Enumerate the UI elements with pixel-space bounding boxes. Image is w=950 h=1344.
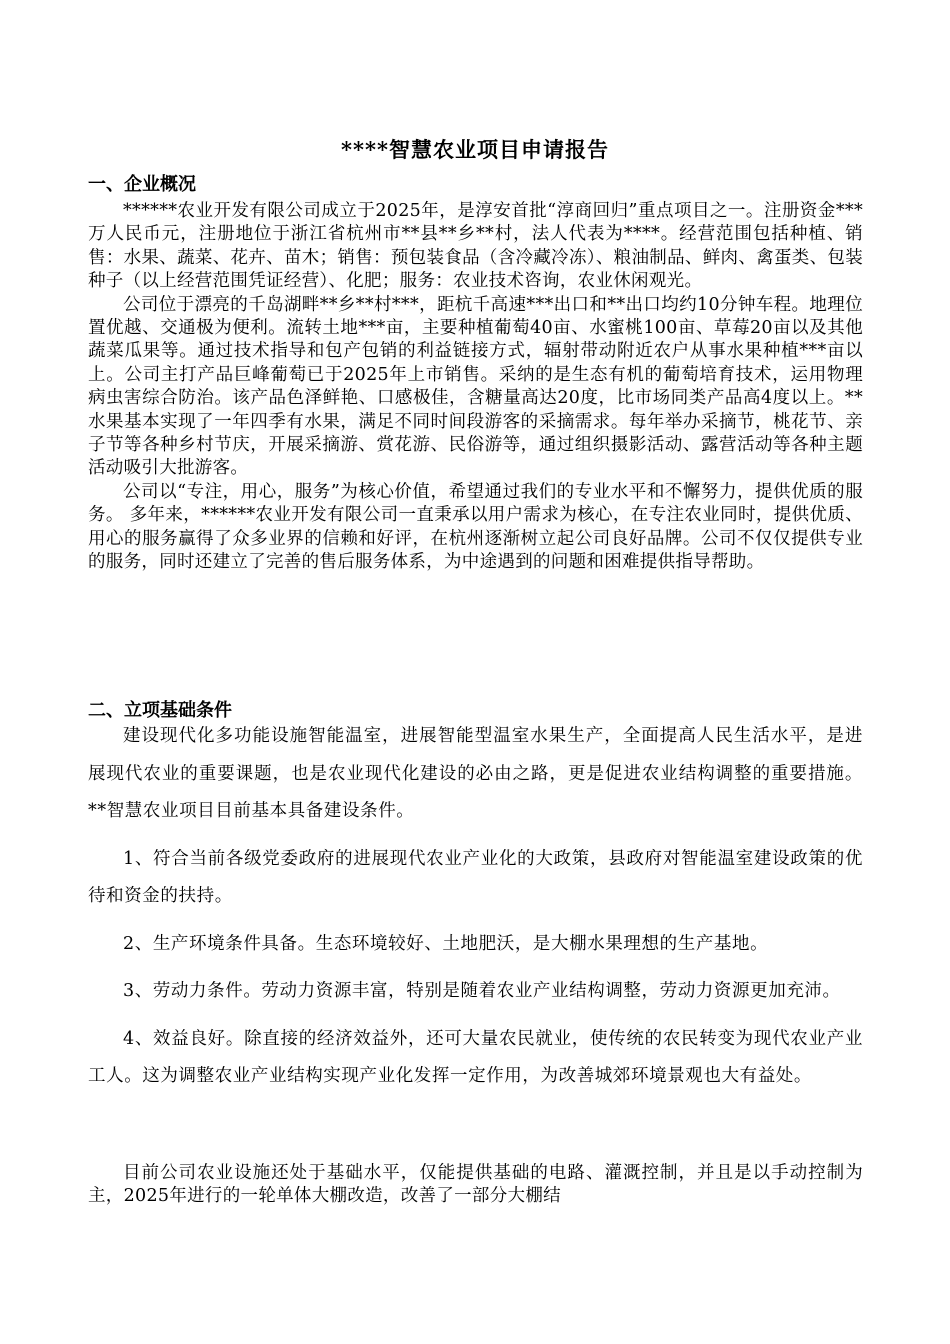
overview-paragraph: 公司以“专注，用心，服务”为核心价值，希望通过我们的专业水平和不懈努力，提供优质的服务。 多年来，******农业开发有限公司一直秉承以用户需求为核心，在专注农业同时，提供优质、用心的服务赢得了众多业界的信赖和好评，在杭州逐渐树立起公司良好品牌。公司不仅仅提供专业的服务，同时还建立了完善的售后服务体系，为中途遇到的问题和困难提供指导帮助。: [88, 481, 863, 573]
basis-list-item: 4、效益良好。除直接的经济效益外，还可大量农民就业，使传统的农民转变为现代农业产业工人。这为调整农业产业结构实现产业化发挥一定作用，为改善城郊环境景观也大有益处。: [88, 1028, 863, 1086]
section-heading-basis: 二、立项基础条件: [88, 700, 232, 721]
closing-section-body: [88, 1162, 863, 1209]
basis-intro-paragraph: 建设现代化多功能设施智能温室，进展智能型温室水果生产，全面提高人民生活水平，是进展现代农业的重要课题，也是农业现代化建设的必由之路，更是促进农业结构调整的重要措施。**智慧农业项目目前基本具备建设条件。: [88, 726, 863, 821]
overview-paragraph: ******农业开发有限公司成立于2025年，是淳安首批“淳商回归”重点项目之一。注册资金***万人民币元，注册地位于浙江省杭州市**县**乡**村，法人代表为****。经营范围包括种植、销售：水果、蔬菜、花卉、苗木；销售：预包装食品（含冷藏冷冻）、粮油制品、鲜肉、禽蛋类、包装种子（以上经营范围凭证经营）、化肥；服务：农业技术咨询，农业休闲观光。: [88, 201, 863, 292]
section-heading-overview: 一、企业概况: [88, 174, 196, 195]
closing-paragraph: 目前公司农业设施还处于基础水平，仅能提供基础的电路、灌溉控制，并且是以手动控制为主，2025年进行的一轮单体大棚改造，改善了一部分大棚结: [88, 1163, 863, 1207]
overview-paragraph: 公司位于漂亮的千岛湖畔**乡**村***，距杭千高速***出口和**出口均约10分钟车程。地理位置优越、交通极为便利。流转土地***亩，主要种植葡萄40亩、水蜜桃100亩、草莓20亩以及其他蔬菜瓜果等。通过技术指导和包产包销的利益链接方式，辐射带动附近农户从事水果种植***亩以上。公司主打产品巨峰葡萄已于2025年上市销售。采纳的是生态有机的葡萄培育技术，运用物理病虫害综合防治。该产品色泽鲜艳、口感极佳，含糖量高达20度，比市场同类产品高4度以上。**水果基本实现了一年四季有水果，满足不同时间段游客的采摘需求。每年举办采摘节，桃花节、亲子节等各种乡村节庆，开展采摘游、赏花游、民俗游等，通过组织摄影活动、露营活动等各种主题活动吸引大批游客。: [88, 294, 863, 479]
basis-section-body: [88, 718, 863, 1096]
basis-list-item: 3、劳动力条件。劳动力资源丰富，特别是随着农业产业结构调整，劳动力资源更加充沛。: [123, 981, 841, 1001]
document-title: ****智慧农业项目申请报告: [341, 137, 609, 162]
basis-list-item: 1、符合当前各级党委政府的进展现代农业产业化的大政策，县政府对智能温室建设政策的优待和资金的扶持。: [88, 848, 863, 906]
overview-section-body: [88, 200, 863, 575]
basis-list-item: 2、生产环境条件具备。生态环境较好、土地肥沃，是大棚水果理想的生产基地。: [123, 933, 769, 954]
